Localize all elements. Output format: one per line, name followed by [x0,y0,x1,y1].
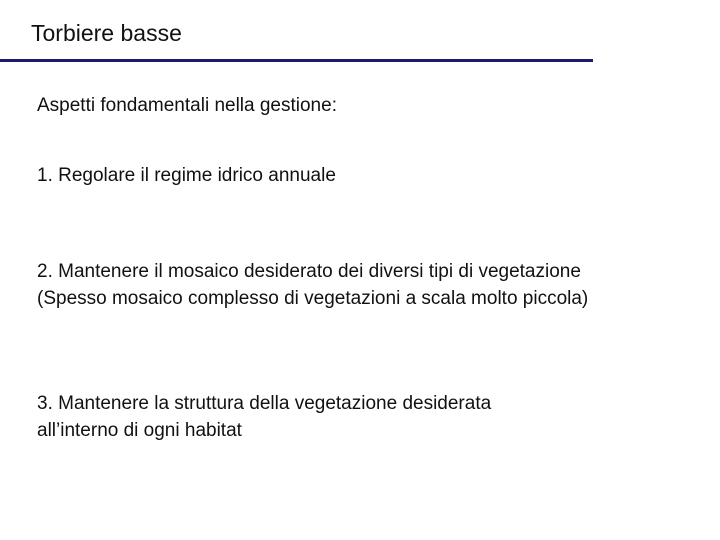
slide-title: Torbiere basse [31,20,182,46]
list-item-1-line-1: 1. Regolare il regime idrico annuale [37,165,336,186]
list-item-3 [37,390,491,444]
list-item-3-line-2: all’interno di ogni habitat [37,420,242,441]
list-item-2-line-2: (Spesso mosaico complesso di vegetazioni a scala molto piccola) [37,288,589,309]
list-item-3-line-1: 3. Mantenere la struttura della vegetazione desiderata [37,393,492,414]
list-item-2-line-1: 2. Mantenere il mosaico desiderato dei diversi tipi di vegetazione [37,261,581,282]
list-item-2 [37,258,588,312]
intro-text: Aspetti fondamentali nella gestione: [37,95,337,116]
list-item-1 [37,162,336,189]
title-underline [0,59,593,62]
